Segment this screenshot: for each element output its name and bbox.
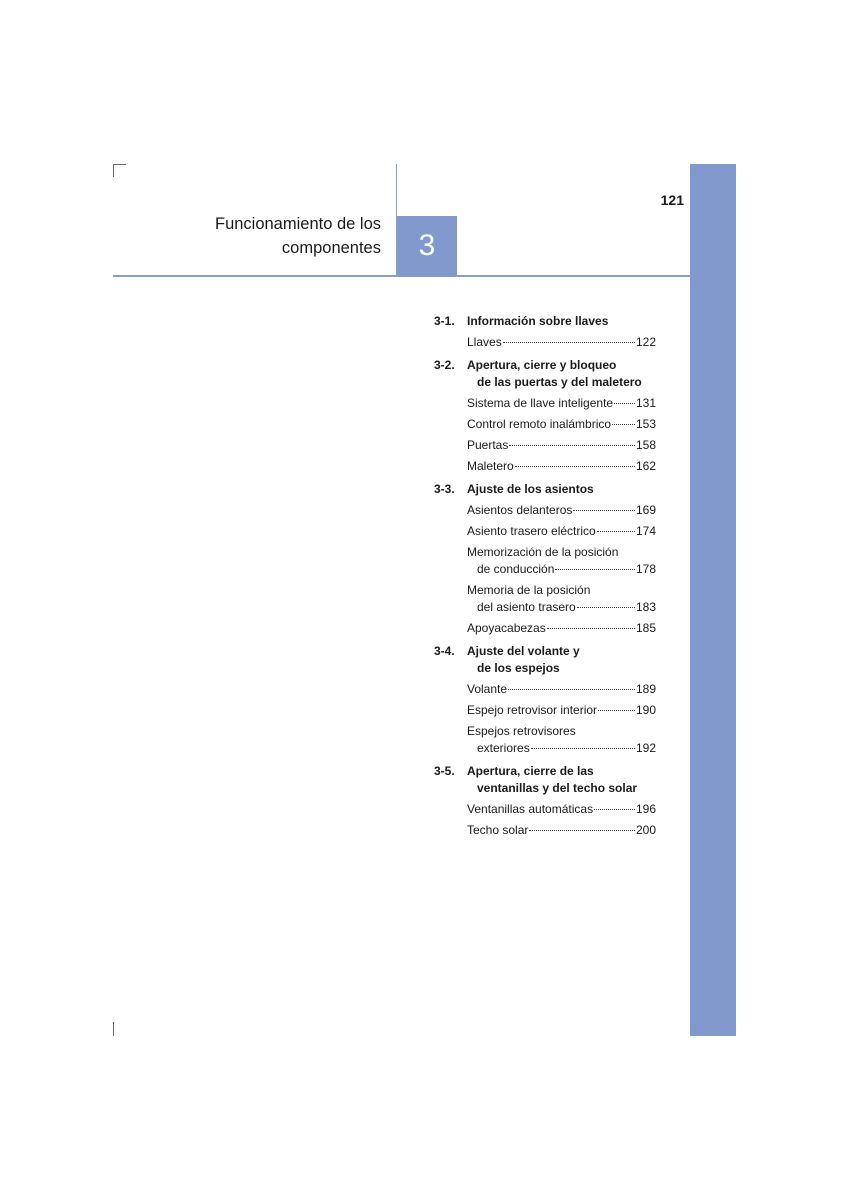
toc-section bbox=[434, 481, 656, 498]
toc-entry[interactable] bbox=[467, 702, 656, 719]
toc-entry-page: 190 bbox=[635, 703, 656, 717]
toc-entry-page: 189 bbox=[635, 682, 656, 696]
toc-section-number: 3-3. bbox=[434, 482, 455, 496]
dot-leader bbox=[531, 748, 635, 749]
toc-entry[interactable] bbox=[467, 416, 656, 433]
toc-entry[interactable] bbox=[467, 395, 656, 412]
toc-entry-label: Sistema de llave inteligente bbox=[467, 396, 614, 410]
page-number: 121 bbox=[660, 192, 684, 208]
dot-leader bbox=[597, 531, 635, 532]
toc-entry-page: 122 bbox=[635, 335, 656, 349]
toc-entry-label: Control remoto inalámbrico bbox=[467, 417, 612, 431]
toc-entry-page: 169 bbox=[635, 503, 656, 517]
toc-section-title: Ajuste de los asientos bbox=[467, 482, 594, 496]
toc-entry-label: Asientos delanteros bbox=[467, 503, 573, 517]
toc-entry-page: 178 bbox=[635, 562, 656, 576]
toc-entry[interactable] bbox=[467, 801, 656, 818]
toc-entry[interactable] bbox=[467, 544, 656, 578]
toc-section-number: 3-4. bbox=[434, 644, 455, 658]
dot-leader bbox=[612, 424, 635, 425]
dot-leader bbox=[547, 628, 635, 629]
dot-leader bbox=[503, 342, 635, 343]
toc-section-title: de las puertas y del maletero bbox=[477, 375, 642, 389]
toc-entry[interactable] bbox=[467, 681, 656, 698]
toc-entry-page: 162 bbox=[635, 459, 656, 473]
chapter-title bbox=[215, 212, 381, 260]
toc-entry-page: 158 bbox=[635, 438, 656, 452]
dot-leader bbox=[577, 607, 635, 608]
dot-leader bbox=[594, 809, 635, 810]
dot-leader bbox=[529, 830, 635, 831]
dot-leader bbox=[515, 466, 635, 467]
chapter-side-tab bbox=[690, 164, 736, 1036]
table-of-contents bbox=[434, 313, 656, 839]
toc-entry-page: 200 bbox=[635, 823, 656, 837]
toc-entry-label: Ventanillas automáticas bbox=[467, 802, 594, 816]
toc-entry[interactable] bbox=[467, 458, 656, 475]
toc-section bbox=[434, 357, 656, 391]
toc-section-title: Información sobre llaves bbox=[467, 314, 609, 328]
toc-section bbox=[434, 313, 656, 330]
toc-entry-label: Maletero bbox=[467, 459, 514, 473]
toc-entry-label: de conducción bbox=[477, 562, 555, 576]
toc-section-number: 3-5. bbox=[434, 764, 455, 778]
toc-entry-page: 153 bbox=[635, 417, 656, 431]
chapter-title-line1: Funcionamiento de los bbox=[214, 215, 381, 233]
dot-leader bbox=[508, 689, 635, 690]
toc-section-title: Apertura, cierre de las bbox=[467, 764, 594, 778]
toc-entry-page: 183 bbox=[635, 600, 656, 614]
toc-entry[interactable] bbox=[467, 523, 656, 540]
toc-section-number: 3-1. bbox=[434, 314, 455, 328]
toc-entry-label: Asiento trasero eléctrico bbox=[467, 524, 596, 538]
toc-section-title: Apertura, cierre y bloqueo bbox=[467, 358, 617, 372]
toc-entry-label: Volante bbox=[467, 682, 508, 696]
toc-section-title: Ajuste del volante y bbox=[467, 644, 580, 658]
toc-entry-label: del asiento trasero bbox=[477, 600, 576, 614]
toc-entry-page: 185 bbox=[635, 621, 656, 635]
toc-entry-label: Apoyacabezas bbox=[467, 621, 546, 635]
toc-section-title: ventanillas y del techo solar bbox=[477, 781, 638, 795]
chapter-number-box: 3 bbox=[397, 216, 457, 276]
toc-entry-page: 131 bbox=[635, 396, 656, 410]
crop-mark-bottom bbox=[113, 1022, 114, 1036]
toc-entry-label: Techo solar bbox=[467, 823, 529, 837]
toc-entry[interactable] bbox=[467, 582, 656, 616]
toc-entry-label: exteriores bbox=[477, 741, 530, 755]
toc-entry-label: Llaves bbox=[467, 335, 502, 349]
dot-leader bbox=[598, 710, 635, 711]
crop-mark-top bbox=[113, 164, 126, 165]
toc-entry-page: 174 bbox=[635, 524, 656, 538]
toc-entry-label: Memorización de la posición bbox=[467, 545, 619, 559]
toc-entry-label: Memoria de la posición bbox=[467, 583, 591, 597]
toc-section bbox=[434, 763, 656, 797]
toc-entry-page: 192 bbox=[635, 741, 656, 755]
toc-section bbox=[434, 643, 656, 677]
toc-entry-label: Espejo retrovisor interior bbox=[467, 703, 598, 717]
dot-leader bbox=[509, 445, 635, 446]
dot-leader bbox=[573, 510, 635, 511]
toc-entry[interactable] bbox=[467, 620, 656, 637]
toc-entry-label: Espejos retrovisores bbox=[467, 724, 576, 738]
crop-mark-top-vertical bbox=[113, 164, 114, 177]
toc-entry[interactable] bbox=[467, 334, 656, 351]
toc-entry[interactable] bbox=[467, 502, 656, 519]
chapter-title-line2: componentes bbox=[281, 239, 381, 257]
toc-section-number: 3-2. bbox=[434, 358, 455, 372]
toc-entry[interactable] bbox=[467, 437, 656, 454]
toc-entry[interactable] bbox=[467, 723, 656, 757]
dot-leader bbox=[614, 403, 635, 404]
dot-leader bbox=[555, 569, 635, 570]
toc-entry-page: 196 bbox=[635, 802, 656, 816]
toc-section-title: de los espejos bbox=[477, 661, 560, 675]
toc-entry-label: Puertas bbox=[467, 438, 509, 452]
toc-entry[interactable] bbox=[467, 822, 656, 839]
